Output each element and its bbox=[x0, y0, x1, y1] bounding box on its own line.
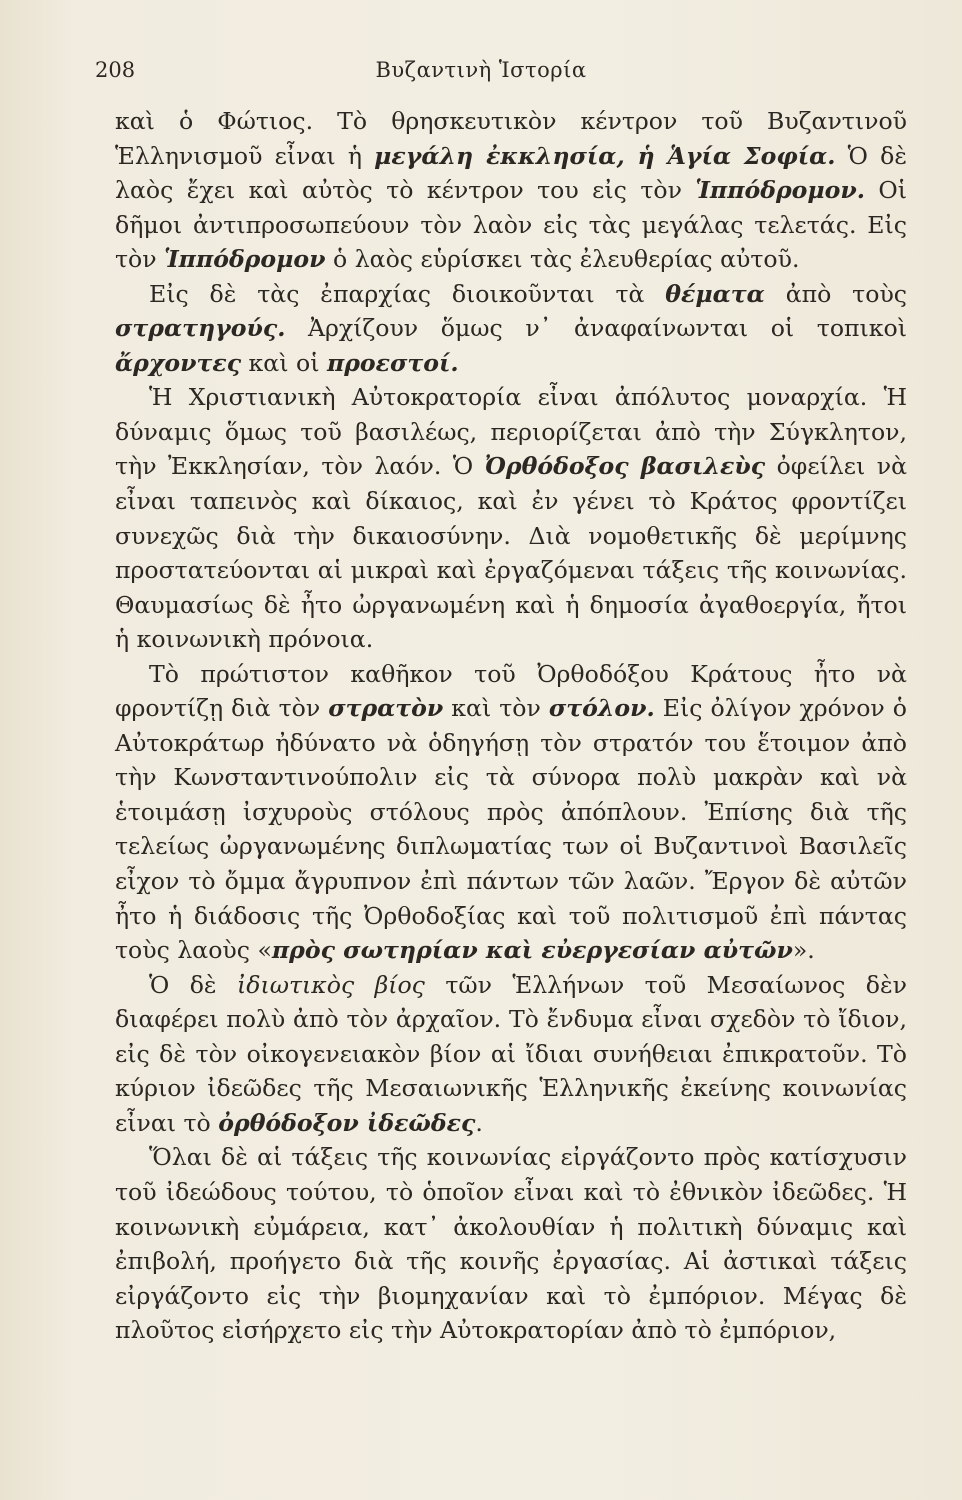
page-header bbox=[95, 50, 867, 90]
emphasis: Ἱππόδρομον. bbox=[695, 176, 865, 205]
text-run: . bbox=[475, 1108, 483, 1137]
emphasis: στρατηγούς. bbox=[115, 314, 286, 343]
text-run: Οἱ δῆμοι ἀντιπροσωπεύουν τὸν λαὸν εἰς τὰς μεγάλας τελετάς. Εἰς τὸν bbox=[115, 176, 908, 274]
paragraph-3 bbox=[115, 380, 907, 656]
running-title: Βυζαντινὴ Ἱστορία bbox=[375, 58, 587, 82]
text-run: Ὁ δὲ bbox=[149, 970, 238, 999]
paragraph-2 bbox=[115, 277, 907, 381]
text-run: τῶν Ἑλλήνων τοῦ Μεσαίωνος δὲν διαφέρει πολὺ ἀπὸ τὸν ἀρχαῖον. Τὸ ἔνδυμα εἶναι σχεδὸν τὸ ἴδιον, εἰς δὲ τὸν οἰκογενειακὸν βίον αἱ ἴδιαι συνήθειαι ἐπικρατοῦν. Τὸ κύριον ἰδεῶδες τῆς Μεσαιωνικῆς Ἑλληνικῆς ἐκείνης κοινωνίας εἶναι τὸ bbox=[115, 970, 907, 1137]
text-run: Τὸ πρώτιστον καθῆκον τοῦ Ὀρθοδόξου Κράτους ἦτο νὰ φροντίζῃ διὰ τὸν bbox=[115, 659, 907, 723]
emphasis: μεγάλη ἐκκλησία, ἡ Ἁγία Σοφία. bbox=[374, 141, 836, 170]
text-run: Εἰς ὀλίγον χρόνον ὁ Αὐτοκράτωρ ἠδύνατο νὰ ὁδηγήσῃ τὸν στρατόν του ἕτοιμον ἀπὸ τὴν Κωνσταντινούπολιν εἰς τὰ σύνορα πολὺ μακρὰν καὶ νὰ ἑτοιμάσῃ ἰσχυροὺς στόλους πρὸς ἀπόπλουν. Ἐπίσης διὰ τῆς τελείως ὠργανωμένης διπλωματίας των οἱ Βυζαντινοὶ Βασιλεῖς εἶχον τὸ ὄμμα ἄγρυπνον ἐπὶ πάντων τῶν λαῶν. Ἔργον δὲ αὐτῶν ἦτο ἡ διάδοσις τῆς Ὀρθοδοξίας καὶ τοῦ πολιτισμοῦ ἐπὶ πάντας τοὺς λαοὺς « bbox=[115, 694, 907, 965]
text-run: ἀπὸ τοὺς bbox=[764, 279, 908, 308]
text-run: Ὁ δὲ λαὸς ἔχει καὶ αὐτὸς τὸ κέντρον του εἰς τὸν bbox=[115, 141, 907, 205]
emphasis: προεστοί. bbox=[326, 348, 459, 377]
emphasis: θέματα bbox=[665, 279, 765, 308]
emphasis: ὀρθόδοξον ἰδεῶδες bbox=[218, 1108, 476, 1137]
emphasis: στόλον. bbox=[548, 694, 655, 723]
emphasis: ἄρχοντες bbox=[115, 348, 242, 377]
italic-phrase: ἰδιωτικὸς βίος bbox=[237, 970, 425, 999]
text-run: καὶ οἱ bbox=[241, 348, 327, 377]
text-run: Ἡ Χριστιανικὴ Αὐτοκρατορία εἶναι ἀπόλυτος μοναρχία. Ἡ δύναμις ὅμως τοῦ βασιλέως, περιορίζεται ἀπὸ τὴν Σύγκλητον, τὴν Ἐκκλησίαν, τὸν λαόν. Ὁ bbox=[115, 383, 907, 481]
emphasis: Ὀρθόδοξος βασιλεὺς bbox=[484, 452, 766, 481]
paragraph-1 bbox=[115, 104, 907, 277]
text-run: ὀφείλει νὰ εἶναι ταπεινὸς καὶ δίκαιος, καὶ ἐν γένει τὸ Κράτος φροντίζει συνεχῶς διὰ τὴν δικαιοσύνην. Διὰ νομοθετικῆς δὲ μερίμνης προστατεύονται αἱ μικραὶ καὶ ἐργαζόμεναι τάξεις τῆς κοινωνίας. Θαυμασίως δὲ ἦτο ὠργανωμένη καὶ ἡ δημοσία ἀγαθοεργία, ἤτοι ἡ κοινωνικὴ πρόνοια. bbox=[115, 452, 908, 654]
text-run: Ἀρχίζουν ὅμως ν᾽ ἀναφαίνωνται οἱ τοπικοὶ bbox=[285, 314, 907, 343]
text-run: ὁ λαὸς εὑρίσκει τὰς ἐλευθερίας αὐτοῦ. bbox=[325, 245, 800, 274]
emphasis: στρατὸν bbox=[328, 694, 444, 723]
emphasis: πρὸς σωτηρίαν καὶ εὐεργεσίαν αὐτῶν bbox=[271, 936, 793, 965]
text-run: καὶ ὁ Φώτιος. Τὸ θρησκευτικὸν κέντρον τοῦ Βυζαντινοῦ Ἑλληνισμοῦ εἶναι ἡ bbox=[115, 107, 907, 170]
paragraph-5 bbox=[115, 968, 907, 1141]
page-number: 208 bbox=[95, 58, 136, 82]
text-run: καὶ τὸν bbox=[443, 694, 549, 723]
text-run: ». bbox=[792, 936, 815, 965]
paragraph-4 bbox=[115, 657, 907, 968]
emphasis: Ἱππόδρομον bbox=[164, 245, 326, 274]
body-text bbox=[115, 104, 907, 1348]
text-run: Εἰς δὲ τὰς ἐπαρχίας διοικοῦνται τὰ bbox=[149, 279, 666, 308]
text-run: Ὅλαι δὲ αἱ τάξεις τῆς κοινωνίας εἰργάζοντο πρὸς κατίσχυσιν τοῦ ἰδεώδους τούτου, τὸ ὁποῖον εἶναι καὶ τὸ ἐθνικὸν ἰδεῶδες. Ἡ κοινωνικὴ εὐμάρεια, κατ᾽ ἀκολουθίαν ἡ πολιτικὴ δύναμις καὶ ἐπιβολή, προήγετο διὰ τῆς κοινῆς ἐργασίας. Αἱ ἀστικαὶ τάξεις εἰργάζοντο εἰς τὴν βιομηχανίαν καὶ τὸ ἐμπόριον. Μέγας δὲ πλοῦτος εἰσήρχετο εἰς τὴν Αὐτοκρατορίαν ἀπὸ τὸ ἐμπόριον, bbox=[115, 1143, 907, 1345]
paragraph-6 bbox=[115, 1140, 907, 1347]
